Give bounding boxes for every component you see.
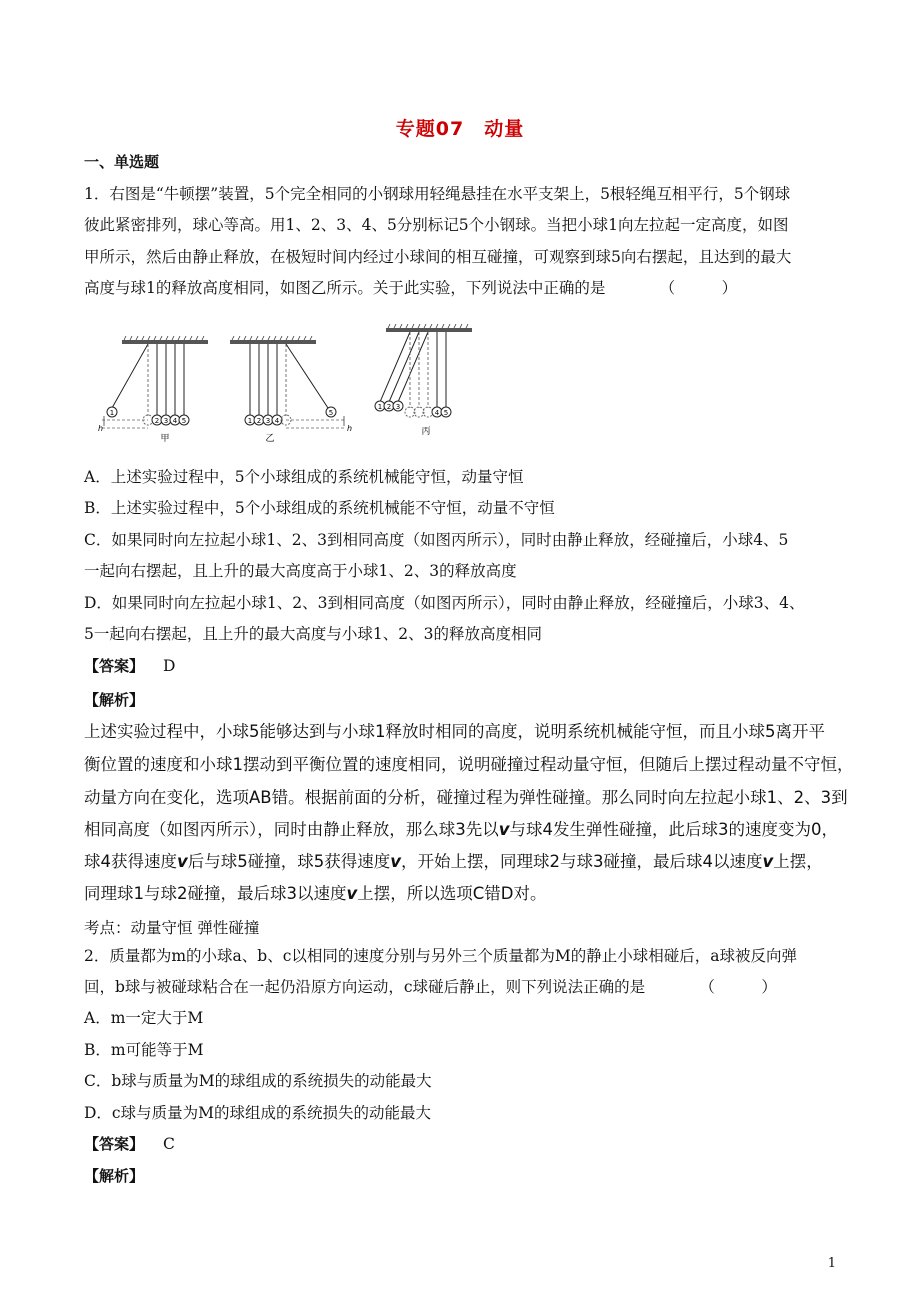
ball-number: 2 <box>386 403 392 411</box>
velocity-symbol: v <box>762 852 774 871</box>
analysis-line-6: 同理球1与球2碰撞，最后球3以速度v上摆，所以选项C错D对。 <box>84 884 547 903</box>
ball-number: 3 <box>163 417 169 425</box>
ball-number: 3 <box>395 403 401 411</box>
answer-label: 【答案】 <box>84 657 145 675</box>
analysis-line-3: 动量方向在变化，选项AB错。根据前面的分析，碰撞过程为弹性碰撞。那么同时向左拉起小球1、2、3到 <box>84 788 848 807</box>
q1-option-b: B．上述实验过程中，5个小球组成的系统机械能不守恒，动量不守恒 <box>84 499 555 517</box>
answer-value: C <box>162 1135 175 1153</box>
ball-number: 4 <box>274 417 280 425</box>
q1-line-1: 1．右图是“牛顿摆”装置，5个完全相同的小钢球用轻绳悬挂在水平支架上，5根轻绳互相平行，5个钢球 <box>84 185 791 203</box>
q2-option-b: B．m可能等于M <box>84 1041 204 1059</box>
velocity-symbol: v <box>498 820 510 839</box>
q2-line-2: 回，b球与被碰球粘合在一起仍沿原方向运动，c球碰后静止，则下列说法正确的是 （ ） <box>84 978 777 996</box>
ball-number: 4 <box>172 417 178 425</box>
analysis-line-2: 衡位置的速度和小球1摆动到平衡位置的速度相同，说明碰撞过程动量守恒，但随后上摆过程动量不守恒， <box>84 755 854 774</box>
q1-line-4: 高度与球1的释放高度相同，如图乙所示。关于此实验，下列说法中正确的是 （ ） <box>84 279 738 297</box>
q2-analysis-label: 【解析】 <box>84 1167 145 1185</box>
q1-option-a: A．上述实验过程中，5个小球组成的系统机械能守恒，动量守恒 <box>84 468 524 486</box>
velocity-symbol: v <box>346 884 358 903</box>
page-number: 1 <box>827 1256 836 1271</box>
label-bing: 丙 <box>421 427 431 437</box>
ball-number: 5 <box>181 417 187 425</box>
q2-line-1: 2．质量都为m的小球a、b、c以相同的速度分别与另外三个质量都为M的静止小球相碰后，a球被反向弹 <box>84 947 798 965</box>
height-label: h <box>98 424 104 433</box>
q2-option-c: C．b球与质量为M的球组成的系统损失的动能最大 <box>84 1072 432 1090</box>
label-jia: 甲 <box>160 434 170 444</box>
q2-option-d: D．c球与质量为M的球组成的系统损失的动能最大 <box>84 1104 431 1122</box>
q1-line-3: 甲所示，然后由静止释放，在极短时间内经过小球间的相互碰撞，可观察到球5向右摆起，且达到的最大 <box>84 248 792 266</box>
analysis-line-4: 相同高度（如图丙所示），同时由静止释放，那么球3先以v与球4发生弹性碰撞，此后球3的速度变为0， <box>84 820 839 839</box>
q1-option-c: C．如果同时向左拉起小球1、2、3到相同高度（如图丙所示），同时由静止释放，经碰撞后，小球4、5 <box>84 531 789 549</box>
q1-option-d: D．如果同时向左拉起小球1、2、3到相同高度（如图丙所示），同时由静止释放，经碰撞后，小球3、4、 <box>84 594 805 612</box>
ball-number: 4 <box>434 409 440 417</box>
velocity-symbol: v <box>177 852 188 871</box>
ball-number: 3 <box>265 417 271 425</box>
q2-answer <box>84 1134 175 1154</box>
analysis-line-5: 球4获得速度v后与球5碰撞，球5获得速度v，开始上摆，同理球2与球3碰撞，最后球4以速度v上摆， <box>84 852 823 871</box>
section-heading: 一、单选题 <box>84 153 160 171</box>
q1-keypoint: 考点：动量守恒 弹性碰撞 <box>84 919 260 937</box>
analysis-line-1: 上述实验过程中，小球5能够达到与小球1释放时相同的高度，说明系统机械能守恒，而且小球5离开平 <box>84 722 825 741</box>
page-title: 专题07 动量 <box>395 118 525 140</box>
ball-number: 5 <box>328 409 334 417</box>
figure-panel-bing <box>375 324 472 437</box>
answer-value: D <box>162 657 176 675</box>
ball-number: 2 <box>256 417 262 425</box>
figure-panel-jia <box>98 336 208 444</box>
answer-label: 【答案】 <box>84 1135 145 1153</box>
ball-number: 2 <box>154 417 160 425</box>
figure-panel-yi <box>230 336 352 444</box>
label-yi: 乙 <box>265 434 275 444</box>
newtons-cradle-figure <box>100 322 500 450</box>
velocity-symbol: v <box>390 852 402 871</box>
height-label: h <box>347 424 353 433</box>
q1-analysis-label: 【解析】 <box>84 691 145 709</box>
q2-option-a: A．m一定大于M <box>84 1009 204 1027</box>
q1-answer <box>84 656 175 676</box>
q1-option-d-cont: 5一起向右摆起，且上升的最大高度与小球1、2、3的释放高度相同 <box>84 625 542 643</box>
q1-option-c-cont: 一起向右摆起，且上升的最大高度高于小球1、2、3的释放高度 <box>84 562 517 580</box>
q1-line-2: 彼此紧密排列，球心等高。用1、2、3、4、5分别标记5个小钢球。当把小球1向左拉起一定高度，如图 <box>84 216 789 234</box>
ball-number: 1 <box>247 417 253 425</box>
ball-number: 1 <box>109 409 115 417</box>
ball-number: 1 <box>377 403 383 411</box>
ball-number: 5 <box>443 409 449 417</box>
